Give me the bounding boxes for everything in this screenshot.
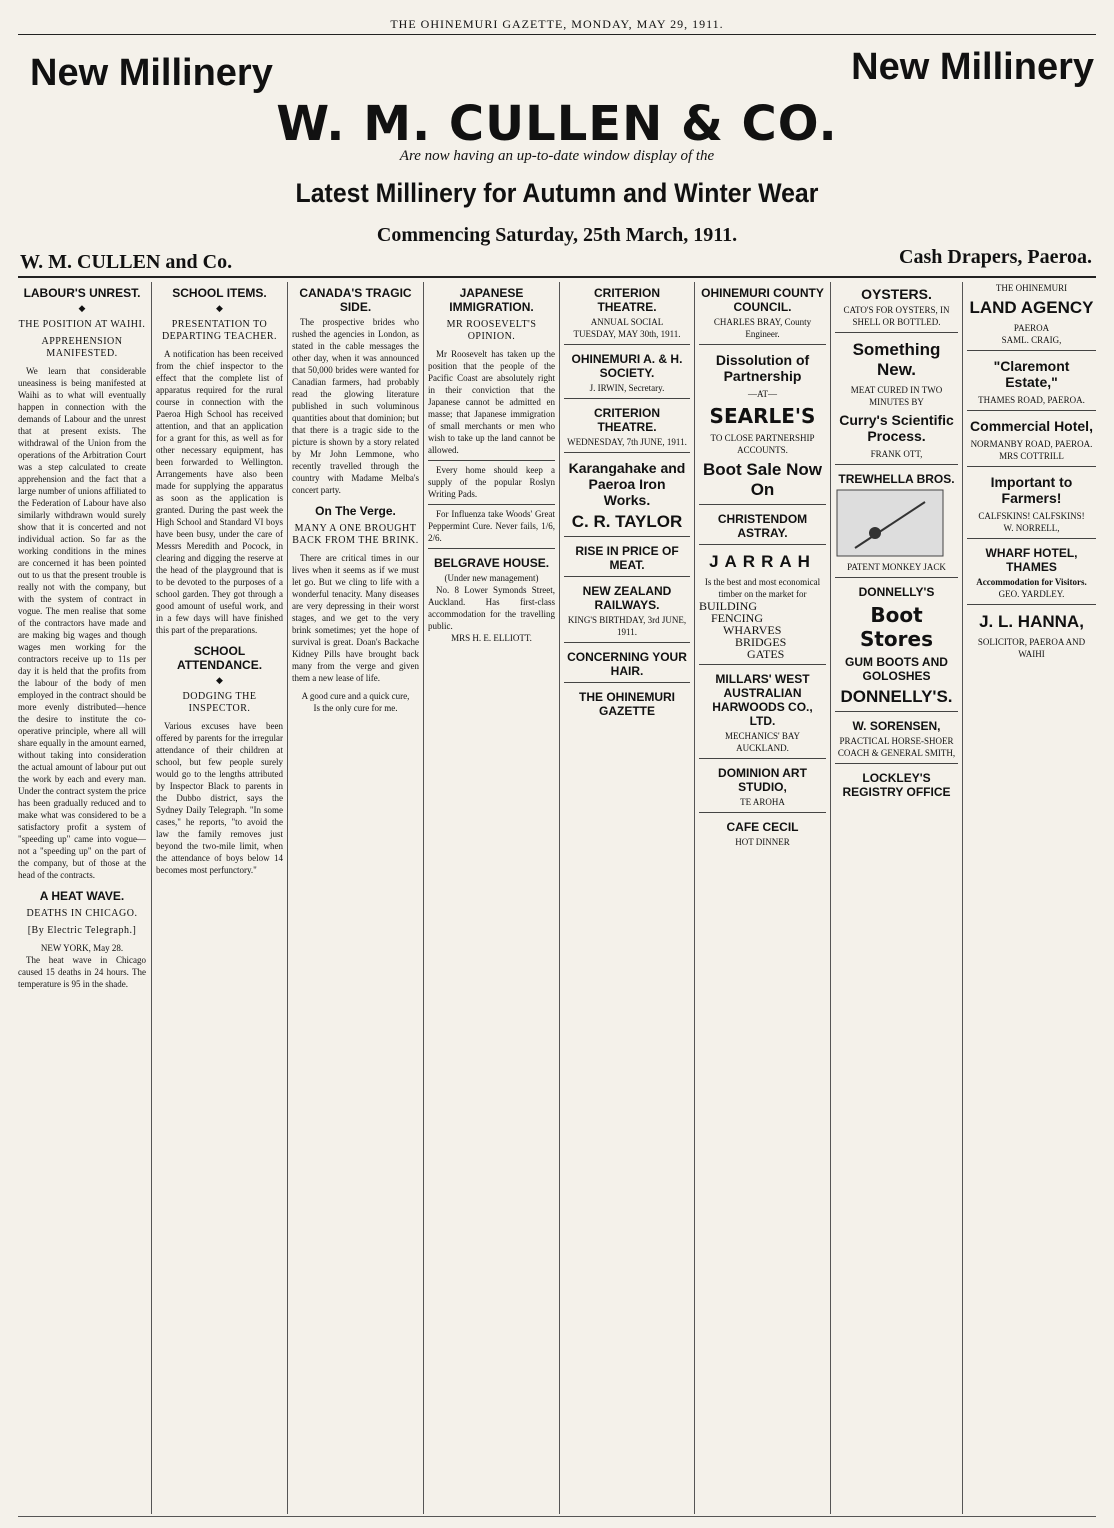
ad-subheading: THAMES ROAD, PAEROA.: [978, 395, 1085, 405]
ad-donnellys: [835, 577, 958, 707]
ad-heading: W. SORENSEN,: [852, 719, 941, 733]
ad-heading: WHARF HOTEL, THAMES: [985, 546, 1078, 574]
ad-heading: LAND AGENCY: [969, 298, 1094, 317]
column-notices-2: [699, 282, 826, 1514]
ad-heading: Something New.: [852, 340, 941, 379]
column-school-items: [156, 282, 283, 1514]
article-heading: A HEAT WAVE.: [39, 889, 125, 903]
article-body: We learn that considerable uneasiness is being manifested at Waihi as to what will eventually happen in connection with the demands of Labour and the unrest that at present exists. The withdrawal of the Union from the operations of the Arbitration Court was a step calculated to create apprehension and the fact that a large number of unions affiliated to the Federation of Labour have also similarly withdrawn would surely show that it is concerted and not individual action. So far as the working conditions in the mines are concerned it has been pointed out to us that the present trouble is really not with the company, but with the system of contract in vogue. The men realise that some of the contractors have made and are making big wages and though wages men working for the contractors receive up to 11s per day it is held that the profits from the labour of the body of men employed in the contract should be more evenly distributed—hence the desire to institute the co-operative principle, where all will share equally in the amount earned, without taking into consideration the actual amount of labour put out the work by each and every man. Under the contract system the price has been gradually reduced and to make what was considered to be a satisfactory profit a system of "speeding up" came into vogue—not a "speeding up" on the part of the company, but of those at the head of the contracts.: [18, 366, 146, 880]
ad-headline: Latest Millinery for Autumn and Winter Wear: [295, 178, 819, 208]
ad-name: Curry's Scientific Process.: [839, 412, 954, 444]
ad-criterion-theatre: [564, 398, 690, 448]
section-rule: [18, 276, 1096, 278]
ad-curry-process: [835, 332, 958, 460]
bottom-rule: [18, 1516, 1096, 1517]
top-rule: [18, 34, 1096, 35]
verse-line: Is the only cure for me.: [313, 703, 398, 713]
ad-item: FENCING: [711, 611, 764, 625]
ad-sorensen: [835, 711, 958, 759]
ad-peppermint-cure: [428, 504, 555, 544]
ad-subheading: TO CLOSE PARTNERSHIP ACCOUNTS.: [710, 433, 815, 455]
ad-jarrah: [699, 544, 826, 660]
ad-signature: CHARLES BRAY, County Engineer.: [713, 317, 812, 339]
ad-heading: RISE IN PRICE OF MEAT.: [575, 544, 679, 572]
ad-trewhella: [835, 464, 958, 573]
article-subheading: MR ROOSEVELT'S OPINION.: [446, 319, 537, 342]
ad-subheading: PRACTICAL HORSE-SHOER COACH & GENERAL SMITH,: [837, 736, 956, 758]
article-subheading: APPREHENSION MANIFESTED.: [41, 336, 123, 359]
ad-item: BUILDING: [699, 599, 757, 613]
column-japanese-immigration: [428, 282, 555, 1514]
ad-lockley: [835, 763, 958, 799]
ad-meat-price: [564, 536, 690, 572]
ad-subheading: (Under new management): [444, 573, 539, 583]
article-heading: JAPANESE IMMIGRATION.: [449, 286, 534, 314]
ad-big: Boot Sale Now On: [702, 460, 822, 499]
ad-name: C. R. TAYLOR: [571, 512, 683, 531]
ad-heading: BELGRAVE HOUSE.: [433, 556, 550, 570]
article-body: The prospective brides who rushed the agencies in London, as stated in the cable messages the other day, when it was announced that 50,000 brides were wanted for Canadian farmers, had probably read the glowing literature published in such voluminous quantities about that dominion; but that there is a tragic side to the picture is shown by a story related by Mr John Lemmone, who recently travelled through the country with Madame Melba's concert party.: [292, 317, 419, 495]
ad-heading: CHRISTENDOM ASTRAY.: [717, 512, 808, 540]
ad-claremont: [967, 350, 1096, 406]
ad-signature: MRS H. E. ELLIOTT.: [451, 633, 532, 643]
ad-iron-works: [564, 452, 690, 532]
ad-searles: [699, 344, 826, 500]
ad-subheading: MECHANICS' BAY AUCKLAND.: [724, 731, 801, 753]
article-subheading: PRESENTATION TO DEPARTING TEACHER.: [161, 319, 278, 342]
ad-signature: W. NORRELL,: [1003, 523, 1060, 533]
article-heading: On The Verge.: [315, 504, 396, 518]
article-subheading: THE POSITION AT WAIHI.: [18, 319, 146, 330]
ad-signature: FRANK OTT,: [870, 449, 923, 459]
ad-name: SEARLE'S: [709, 404, 816, 428]
divider: ◆: [78, 303, 86, 313]
ad-hanna: [967, 604, 1096, 660]
ad-heading: OHINEMURI A. & H. SOCIETY.: [571, 352, 683, 380]
verse-line: A good cure and a quick cure,: [301, 691, 410, 701]
ad-heading: Commercial Hotel,: [970, 418, 1093, 434]
column-divider: [151, 282, 152, 1514]
article-body: There are critical times in our lives when it seems as if we must let go. But we cling to life with a wonderful tenacity. Many diseases are very depressing in their worst stages, and we get to the very brink sometimes; yet the hope of survival is great. Doan's Backache Kidney Pills have brought back many from the verge and given them a new lease of life.: [292, 553, 419, 683]
ad-signature: GEO. YARDLEY.: [998, 589, 1065, 599]
column-labours-unrest: [18, 282, 146, 1514]
ad-subheading: CALFSKINS! CALFSKINS!: [978, 511, 1085, 521]
ad-footer-right: Cash Drapers, Paeroa.: [899, 246, 1092, 268]
article-heading: CANADA'S TRAGIC SIDE.: [299, 286, 412, 314]
ad-heading: DONNELLY'S: [858, 585, 935, 599]
ad-text: Is the best and most economical timber on the market for: [704, 577, 821, 599]
ad-ohinemuri-society: [564, 344, 690, 394]
ad-commercial-hotel: [967, 410, 1096, 462]
ad-christendom: [699, 504, 826, 540]
column-divider: [287, 282, 288, 1514]
gazette-notice: [564, 682, 690, 718]
ad-heading: DOMINION ART STUDIO,: [718, 766, 807, 794]
article-subheading: DEATHS IN CHICAGO.: [26, 908, 138, 919]
ad-belgrave-house: [428, 548, 555, 644]
column-notices-1: [564, 282, 690, 1514]
ad-art-studio: [699, 758, 826, 808]
divider: ◆: [216, 675, 223, 685]
new-millinery-left: New Millinery: [30, 52, 273, 94]
dateline: NEW YORK, May 28.: [40, 943, 124, 953]
ad-heading: TREWHELLA BROS.: [838, 472, 955, 486]
ad-subheading: PAEROA: [1013, 323, 1050, 333]
ad-commencing: Commencing Saturday, 25th March, 1911.: [376, 224, 738, 246]
column-divider: [423, 282, 424, 1514]
ad-text: CATO'S FOR OYSTERS, IN SHELL OR BOTTLED.: [843, 305, 950, 327]
article-heading: SCHOOL ITEMS.: [172, 286, 267, 300]
new-millinery-right: New Millinery: [851, 46, 1094, 88]
article-subheading: [By Electric Telegraph.]: [27, 925, 137, 936]
column-divider: [559, 282, 560, 1514]
ad-railways: [564, 576, 690, 638]
ad-text: MEAT CURED IN TWO MINUTES BY: [850, 385, 943, 407]
ad-text: For Influenza take Woods' Great Peppermint Cure. Never fails, 1/6, 2/6.: [428, 509, 555, 543]
ad-subheading: SOLICITOR, PAEROA AND WAIHI: [977, 637, 1086, 659]
article-body: A notification has been received from the chief inspector to the effect that the complete list of apparatus required for the rural course in connection with the Paeroa High School has received attention, and that an application for a grant for this, as well as for other necessary equipment, has been forwarded to Wellington. Arrangements have also been made for supplying the apparatus as soon as the application is granted. During the past week the High School and Standard VI boys have been busy, under the care of Messrs Meredith and Pocock, in clearing and digging the reserve at the head of the playground that is to be devoted to the purposes of a school garden. They got through a good amount of useful work, and in a few days will have finished this part of the preparations.: [156, 349, 283, 635]
ad-subheading: PATENT MONKEY JACK: [847, 562, 946, 572]
ad-heading: Dissolution of Partnership: [715, 352, 810, 384]
article-subheading: MANY A ONE BROUGHT BACK FROM THE BRINK.: [292, 523, 419, 546]
ad-text: No. 8 Lower Symonds Street, Auckland. Has first-class accommodation for the travelling public.: [428, 585, 555, 631]
ad-writing-pads: [428, 460, 555, 500]
ad-subheading: GUM BOOTS AND GOLOSHES: [845, 655, 948, 683]
ad-date: WEDNESDAY, 7th JUNE, 1911.: [567, 437, 687, 447]
monkey-jack-illustration: [835, 488, 945, 558]
ad-signature: SAML. CRAIG,: [1001, 335, 1062, 345]
ad-heading: LOCKLEY'S REGISTRY OFFICE: [842, 771, 951, 799]
ad-item: WHARVES: [723, 623, 782, 637]
millinery-advertisement: [18, 38, 1096, 274]
column-divider: [962, 282, 963, 1514]
ad-name: DONNELLY'S.: [840, 687, 953, 706]
article-body: Mr Roosevelt has taken up the position that the people of the Pacific Coast are absolutely right in their conviction that the Japanese cannot be admitted en masse; that Japanese immigration of small merchants or men who wish to take up the land cannot be allowed.: [428, 349, 555, 455]
ad-at: —AT—: [748, 389, 777, 399]
ad-heading: NEW ZEALAND RAILWAYS.: [582, 584, 672, 612]
ad-cafe-cecil: [699, 812, 826, 848]
column-notices-4: [967, 282, 1096, 1514]
ad-heading: JARRAH: [709, 552, 816, 571]
masthead: THE OHINEMURI GAZETTE, MONDAY, MAY 29, 1911.: [390, 17, 724, 31]
ad-wharf-hotel: [967, 538, 1096, 600]
ad-heading: CRITERION THEATRE.: [594, 286, 660, 314]
ad-subheading: NORMANBY ROAD, PAEROA.: [970, 439, 1093, 449]
ad-big: Boot Stores: [859, 603, 934, 651]
ad-subheading: ANNUAL SOCIAL: [590, 317, 664, 327]
ad-heading: CRITERION THEATRE.: [594, 406, 660, 434]
column-canada: [292, 282, 419, 1514]
ad-hair: [564, 642, 690, 678]
ad-heading: MILLARS' WEST AUSTRALIAN HARWOODS CO., LTD.: [712, 672, 813, 728]
ad-heading: J. L. HANNA,: [979, 612, 1084, 631]
ad-pre: THE OHINEMURI: [995, 283, 1068, 293]
ad-farmers: [967, 466, 1096, 534]
ad-text: Every home should keep a supply of the popular Roslyn Writing Pads.: [428, 465, 555, 499]
ad-tagline: Are now having an up-to-date window display of the: [399, 148, 715, 164]
ad-date: TUESDAY, MAY 30th, 1911.: [573, 329, 681, 339]
ad-heading: Important to Farmers!: [990, 474, 1073, 506]
column-divider: [830, 282, 831, 1514]
ad-footer-left: W. M. CULLEN and Co.: [20, 251, 233, 273]
ad-heading: OHINEMURI COUNTY COUNCIL.: [701, 286, 824, 314]
ad-signature: MRS COTTRILL: [999, 451, 1064, 461]
ad-heading: OYSTERS.: [861, 286, 932, 302]
article-body: Various excuses have been offered by parents for the irregular attendance of their children at school, but few people surely would go to the lengths attributed by Inspector Black to parents in the Dubbo district, says the Sydney Daily Telegraph. "In some cases," he reports, "to avoid the law the family removes just beyond the two-mile limit, when the attendance of boys below 14 becomes most perfunctory.": [156, 721, 283, 875]
ad-millars: [699, 664, 826, 754]
ad-item: BRIDGES: [735, 635, 787, 649]
article-subheading: DODGING THE INSPECTOR.: [182, 691, 257, 714]
article-heading: LABOUR'S UNREST.: [23, 286, 141, 300]
ad-heading: Karangahake and Paeroa Iron Works.: [568, 460, 686, 508]
company-name: W. M. CULLEN & CO.: [276, 96, 838, 152]
ad-heading: THE OHINEMURI GAZETTE: [579, 690, 675, 718]
ad-subheading: KING'S BIRTHDAY, 3rd JUNE, 1911.: [567, 615, 687, 637]
ad-subheading: Accommodation for Visitors.: [976, 577, 1087, 587]
ad-item: GATES: [747, 647, 785, 661]
ad-subheading: HOT DINNER: [735, 837, 790, 847]
ad-subheading: TE AROHA: [740, 797, 785, 807]
column-notices-3: [835, 282, 958, 1514]
ad-signature: J. IRWIN, Secretary.: [589, 383, 665, 393]
column-divider: [694, 282, 695, 1514]
ad-heading: "Claremont Estate,": [993, 358, 1070, 390]
ad-heading: CONCERNING YOUR HAIR.: [567, 650, 687, 678]
article-body: The heat wave in Chicago caused 15 deaths in 24 hours. The temperature is 95 in the shade.: [18, 955, 146, 989]
article-heading: SCHOOL ATTENDANCE.: [176, 644, 263, 672]
ad-heading: CAFE CECIL: [726, 820, 799, 834]
divider: ◆: [216, 303, 223, 313]
